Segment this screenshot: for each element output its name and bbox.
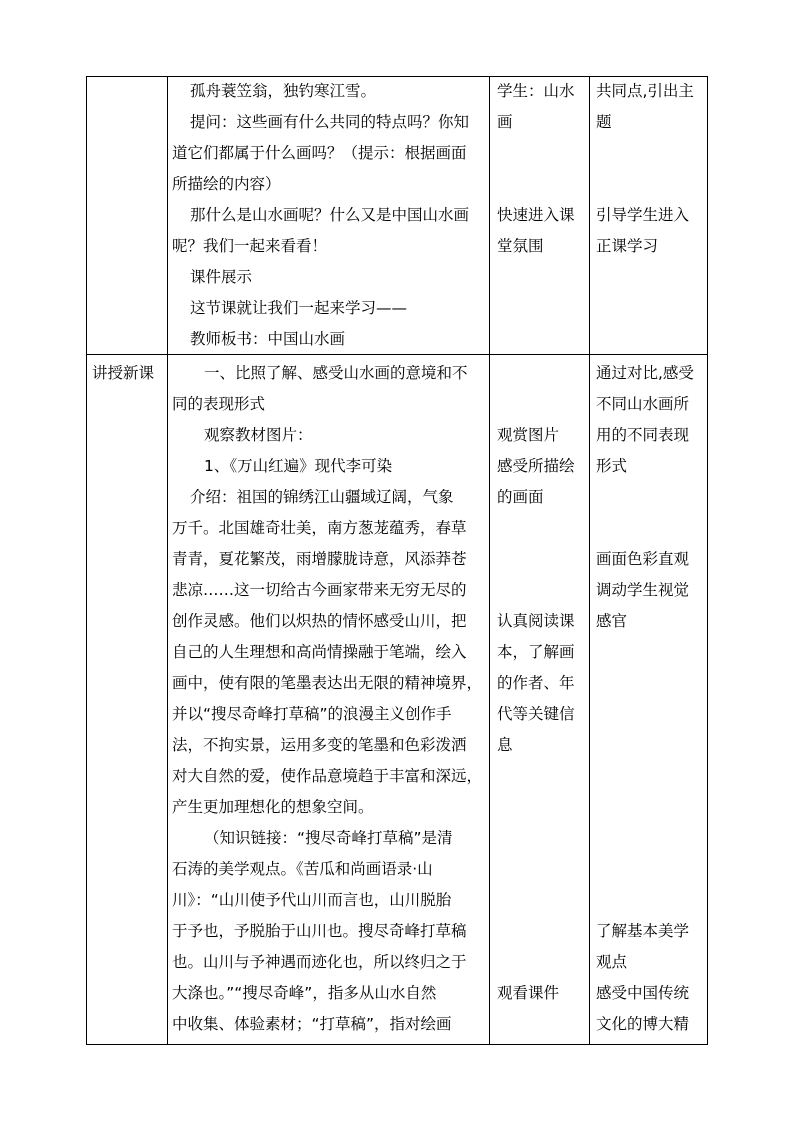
row2-design-intent-line: 观点 <box>596 953 628 971</box>
column-divider-2 <box>489 76 490 1045</box>
row2-content-line: 自己的人生理想和高尚情操融于笔端，绘入 <box>172 643 467 661</box>
row2-content-line: 石涛的美学观点。《苦瓜和尚画语录·山 <box>172 860 433 878</box>
row2-student-activity-line: 代等关键信 <box>497 705 575 723</box>
row2-content-line: 川》：“山川使予代山川而言也，山川脱胎 <box>172 891 452 909</box>
row1-design-intent-line: 正课学习 <box>596 237 659 255</box>
row1-content-line: 孤舟蓑笠翁，独钓寒江雪。 <box>190 82 377 100</box>
column-divider-1 <box>167 76 168 1045</box>
row2-content-line: 同的表现形式 <box>172 395 266 413</box>
row1-content-cell <box>172 76 486 355</box>
table-border-left <box>86 76 87 1045</box>
row1-design-intent-cell <box>596 76 704 262</box>
row2-content-line: 一、比照了解、感受山水画的意境和不 <box>204 364 468 382</box>
row2-content-line: 画中，使有限的笔墨表达出无限的精神境界， <box>172 674 483 692</box>
row2-student-activity-line: 观看课件 <box>497 984 560 1002</box>
row2-student-activity-line: 认真阅读课 <box>497 612 575 630</box>
row2-design-intent-line: 用的不同表现 <box>596 426 690 444</box>
row1-content-line: 道它们都属于什么画吗？（提示：根据画面 <box>172 144 467 162</box>
row1-design-intent-line: 共同点,引出主 <box>596 82 694 100</box>
row1-content-line: 提问：这些画有什么共同的特点吗？你知 <box>190 113 470 131</box>
row2-student-activity-line: 感受所描绘 <box>497 457 575 475</box>
row1-content-line: 课件展示 <box>190 268 253 286</box>
row2-content-line: 并以“搜尽奇峰打草稿”的浪漫主义创作手 <box>172 705 452 723</box>
row2-content-line: 1、《万山红遍》现代李可染 <box>204 457 393 475</box>
row2-design-intent-line: 感受中国传统 <box>596 984 690 1002</box>
row1-content-line: 那什么是山水画呢？什么又是中国山水画 <box>190 206 470 224</box>
row2-content-line: 中收集、体验素材；“打草稿”，指对绘画 <box>172 1015 452 1033</box>
row2-content-line: 也。山川与予神遇而迹化也，所以终归之于 <box>172 953 467 971</box>
row2-student-activity-cell <box>497 358 585 1009</box>
row2-design-intent-cell <box>596 358 704 1040</box>
row1-design-intent-line: 引导学生进入 <box>596 206 690 224</box>
row2-content-cell <box>172 358 486 1040</box>
row1-content-line: 呢？我们一起来看看！ <box>172 237 328 255</box>
row2-design-intent-line: 画面色彩直观 <box>596 550 690 568</box>
row2-content-line: 大涤也。”“搜尽奇峰”，指多从山水自然 <box>172 984 437 1002</box>
row2-design-intent-line: 调动学生视觉 <box>596 581 690 599</box>
row2-design-intent-line: 感官 <box>596 612 628 630</box>
row2-student-activity-line: 观赏图片 <box>497 426 560 444</box>
row2-student-activity-line: 息 <box>497 736 513 754</box>
row2-design-intent-line: 通过对比,感受 <box>596 364 694 382</box>
row2-content-line: 观察教材图片： <box>204 426 313 444</box>
row1-student-activity-line: 学生：山水 <box>497 82 575 100</box>
row2-content-line: 产生更加理想化的想象空间。 <box>172 798 374 816</box>
row2-stage-label: 讲授新课 <box>92 364 155 382</box>
row2-content-line: 介绍：祖国的锦绣江山疆域辽阔，气象 <box>190 488 454 506</box>
row2-content-line: 法，不拘实景，运用多变的笔墨和色彩泼洒 <box>172 736 467 754</box>
column-divider-3 <box>589 76 590 1045</box>
row1-content-line: 这节课就让我们一起来学习—— <box>190 299 408 317</box>
row1-student-activity-line: 画 <box>497 113 513 131</box>
row1-design-intent-line: 题 <box>596 113 612 131</box>
row2-design-intent-line: 形式 <box>596 457 628 475</box>
row1-content-line: 所描绘的内容） <box>172 175 281 193</box>
row2-design-intent-line: 文化的博大精 <box>596 1015 690 1033</box>
row2-content-line: 于予也，予脱胎于山川也。搜尽奇峰打草稿 <box>172 922 467 940</box>
table-border-right <box>707 76 708 1045</box>
row2-content-line: 创作灵感。他们以炽热的情怀感受山川，把 <box>172 612 467 630</box>
row2-design-intent-line: 不同山水画所 <box>596 395 690 413</box>
row2-student-activity-line: 的画面 <box>497 488 544 506</box>
row2-student-activity-line: 的作者、年 <box>497 674 575 692</box>
row1-student-activity-cell <box>497 76 585 262</box>
row2-content-line: （知识链接：“搜尽奇峰打草稿”是清 <box>204 829 453 847</box>
row2-content-line: 悲凉……这一切给古今画家带来无穷无尽的 <box>172 581 467 599</box>
row1-student-activity-line: 快速进入课 <box>497 206 575 224</box>
row2-design-intent-line: 了解基本美学 <box>596 922 690 940</box>
row2-content-line: 万千。北国雄奇壮美，南方葱茏蕴秀，春草 <box>172 519 467 537</box>
row2-student-activity-line: 本，了解画 <box>497 643 575 661</box>
table-border-bottom <box>86 1044 708 1045</box>
row2-content-line: 青青，夏花繁茂，雨增朦胧诗意，风添莽苍 <box>172 550 467 568</box>
row1-content-line: 教师板书：中国山水画 <box>190 330 346 348</box>
row1-student-activity-line: 堂氛围 <box>497 237 544 255</box>
row2-content-line: 对大自然的爱，使作品意境趋于丰富和深远， <box>172 767 483 785</box>
